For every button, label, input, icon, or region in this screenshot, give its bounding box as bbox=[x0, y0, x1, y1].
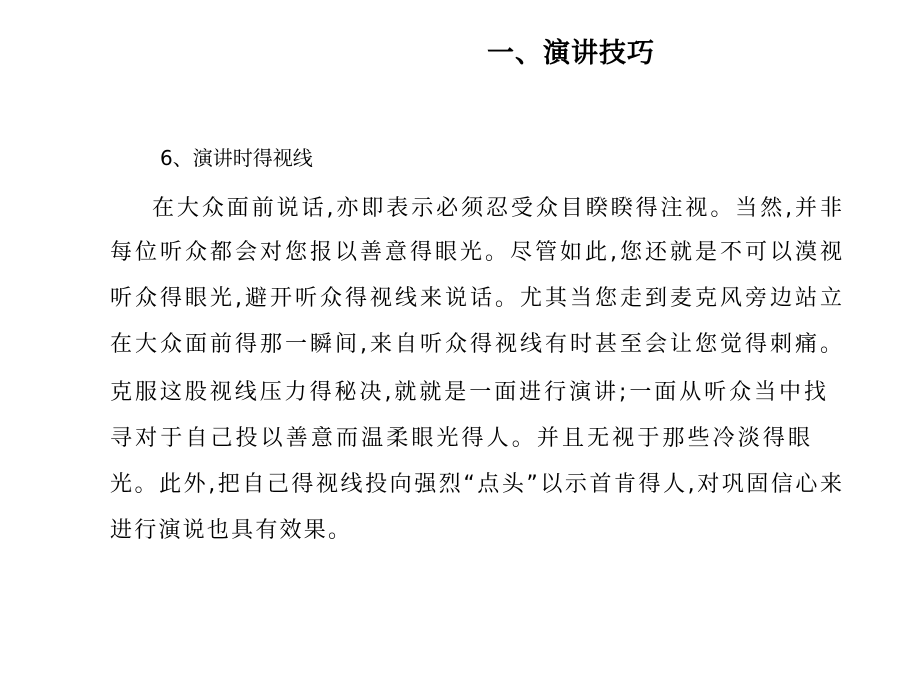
body-line-7: 光。此外,把自己得视线投向强烈“点头”以示首肯得人,对巩固信心来 bbox=[110, 472, 845, 497]
body-line-1: 在大众面前说话,亦即表示必须忍受众目睽睽得注视。当然,并非 bbox=[152, 196, 845, 221]
body-line-5: 克服这股视线压力得秘决,就就是一面进行演讲;一面从听众当中找 bbox=[110, 380, 829, 405]
body-line-2: 每位听众都会对您报以善意得眼光。尽管如此,您还就是不可以漠视 bbox=[110, 240, 845, 265]
body-line-4: 在大众面前得那一瞬间,来自听众得视线有时甚至会让您觉得刺痛。 bbox=[110, 332, 845, 357]
body-line-6: 寻对于自己投以善意而温柔眼光得人。并且无视于那些冷淡得眼 bbox=[110, 426, 814, 451]
body-line-3: 听众得眼光,避开听众得视线来说话。尤其当您走到麦克风旁边站立 bbox=[110, 286, 845, 311]
section-subheading: 6、演讲时得视线 bbox=[160, 146, 313, 170]
slide-title: 一、演讲技巧 bbox=[487, 38, 655, 69]
body-line-8: 进行演说也具有效果。 bbox=[110, 518, 353, 543]
